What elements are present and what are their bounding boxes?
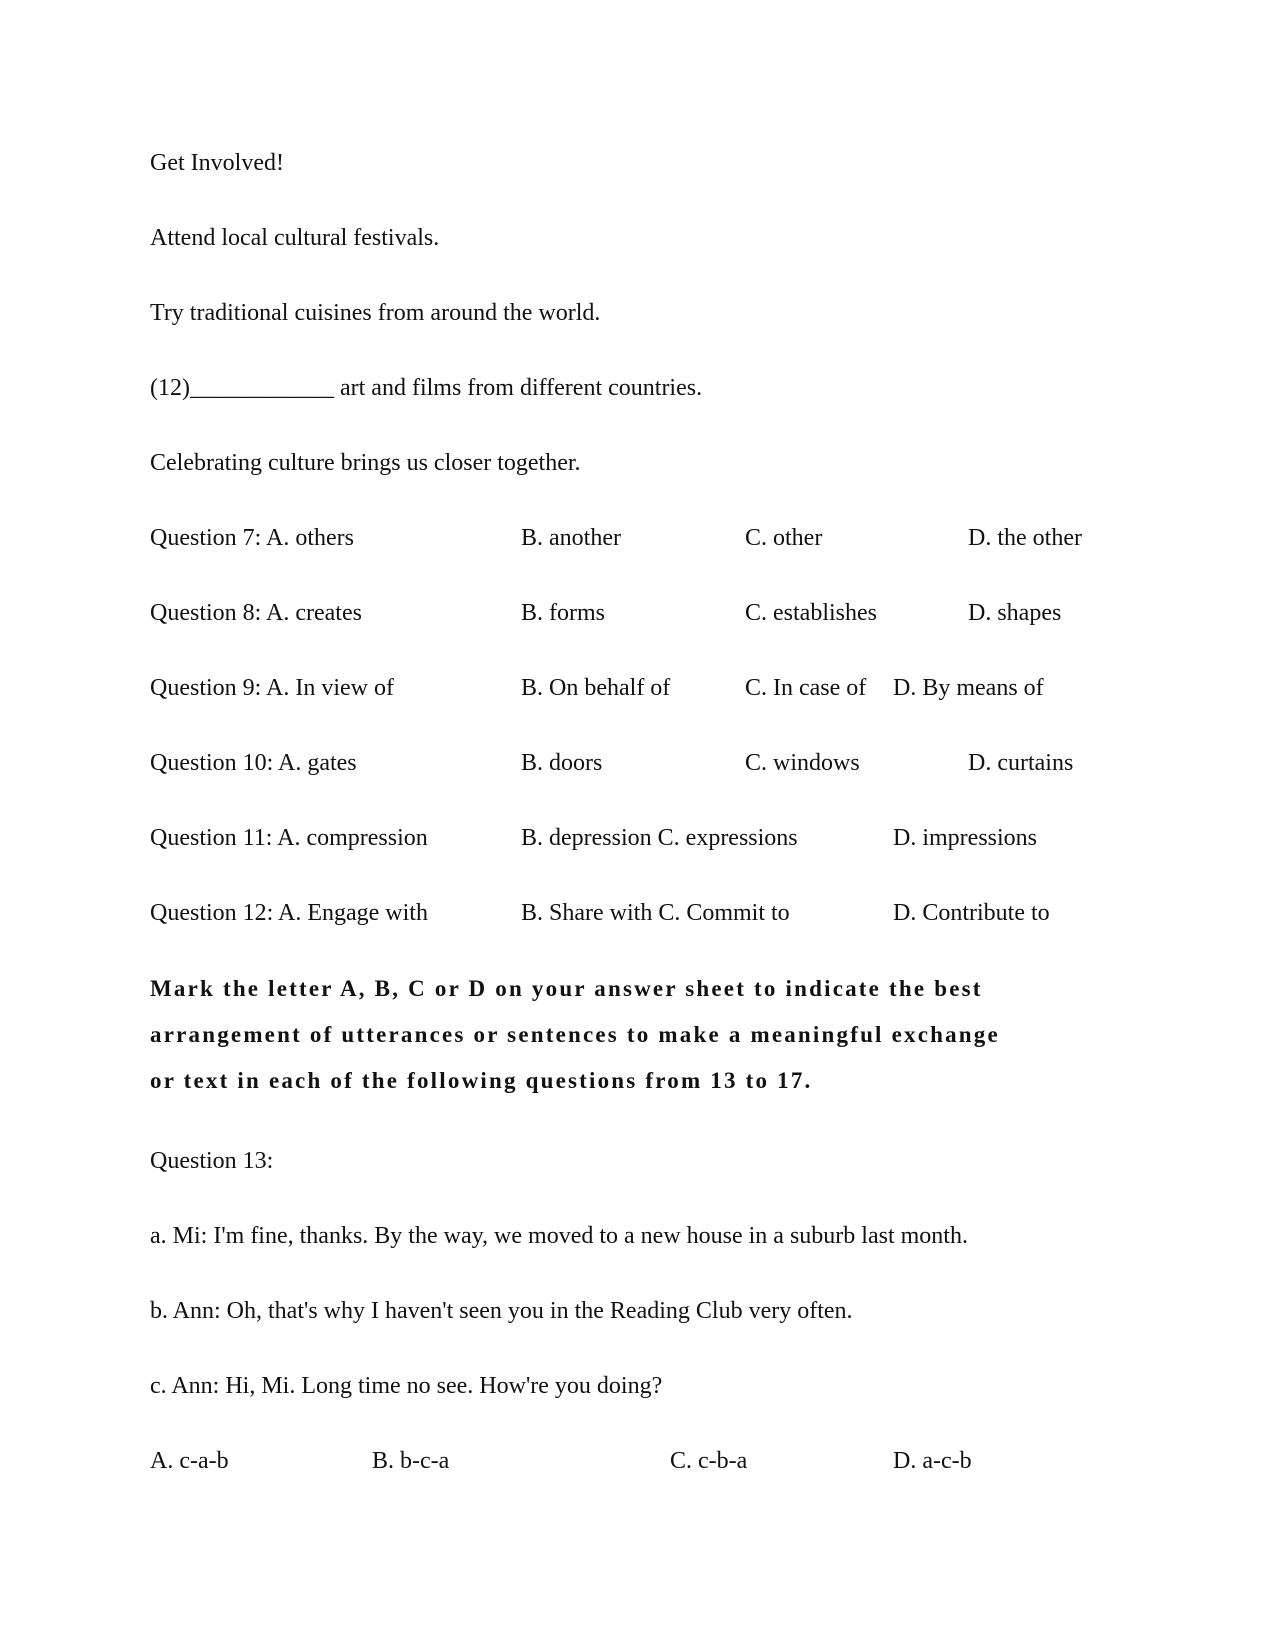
instruction-line-2: arrangement of utterances or sentences to make a meaningful exchange [150, 1022, 1000, 1047]
question-13-option-a: A. c-a-b [150, 1448, 229, 1474]
question-13-option-c: C. c-b-a [670, 1448, 748, 1474]
question-13-option-b: B. b-c-a [372, 1448, 450, 1474]
question-8-label: Question 8: A. creates [150, 600, 362, 626]
question-13-title: Question 13: [150, 1148, 274, 1174]
passage-line-3: (12)____________ art and films from different countries. [150, 375, 703, 401]
question-7-option-b: B. another [521, 525, 621, 551]
question-12-label: Question 12: A. Engage with [150, 900, 428, 926]
question-7-label: Question 7: A. others [150, 525, 354, 551]
question-13-line-a: a. Mi: I'm fine, thanks. By the way, we moved to a new house in a suburb last month. [150, 1223, 968, 1249]
question-11-option-bc: B. depression C. expressions [521, 825, 798, 851]
question-10-label: Question 10: A. gates [150, 750, 357, 776]
question-12-option-bc: B. Share with C. Commit to [521, 900, 790, 926]
question-11-label: Question 11: A. compression [150, 825, 428, 851]
question-9-label: Question 9: A. In view of [150, 675, 394, 701]
question-11-option-d: D. impressions [893, 825, 1037, 851]
question-8-option-d: D. shapes [968, 600, 1062, 626]
instruction-line-3: or text in each of the following questions from 13 to 17. [150, 1068, 813, 1093]
passage-line-4: Celebrating culture brings us closer together. [150, 450, 581, 476]
question-7-option-c: C. other [745, 525, 823, 551]
question-9-option-d: D. By means of [893, 675, 1044, 701]
passage-line-2: Try traditional cuisines from around the world. [150, 300, 601, 326]
passage-line-1: Attend local cultural festivals. [150, 225, 440, 251]
question-13-line-c: c. Ann: Hi, Mi. Long time no see. How're you doing? [150, 1373, 663, 1399]
question-9-option-c: C. In case of [745, 675, 867, 701]
question-12-option-d: D. Contribute to [893, 900, 1050, 926]
instruction-block [150, 966, 1130, 1104]
question-7-option-d: D. the other [968, 525, 1082, 551]
instruction-line-1: Mark the letter A, B, C or D on your answer sheet to indicate the best [150, 976, 983, 1001]
question-10-option-c: C. windows [745, 750, 860, 776]
question-13-option-d: D. a-c-b [893, 1448, 972, 1474]
passage-heading: Get Involved! [150, 150, 284, 176]
question-13-line-b: b. Ann: Oh, that's why I haven't seen you in the Reading Club very often. [150, 1298, 853, 1324]
question-10-option-b: B. doors [521, 750, 603, 776]
question-9-option-b: B. On behalf of [521, 675, 671, 701]
question-8-option-c: C. establishes [745, 600, 877, 626]
question-8-option-b: B. forms [521, 600, 605, 626]
question-10-option-d: D. curtains [968, 750, 1074, 776]
